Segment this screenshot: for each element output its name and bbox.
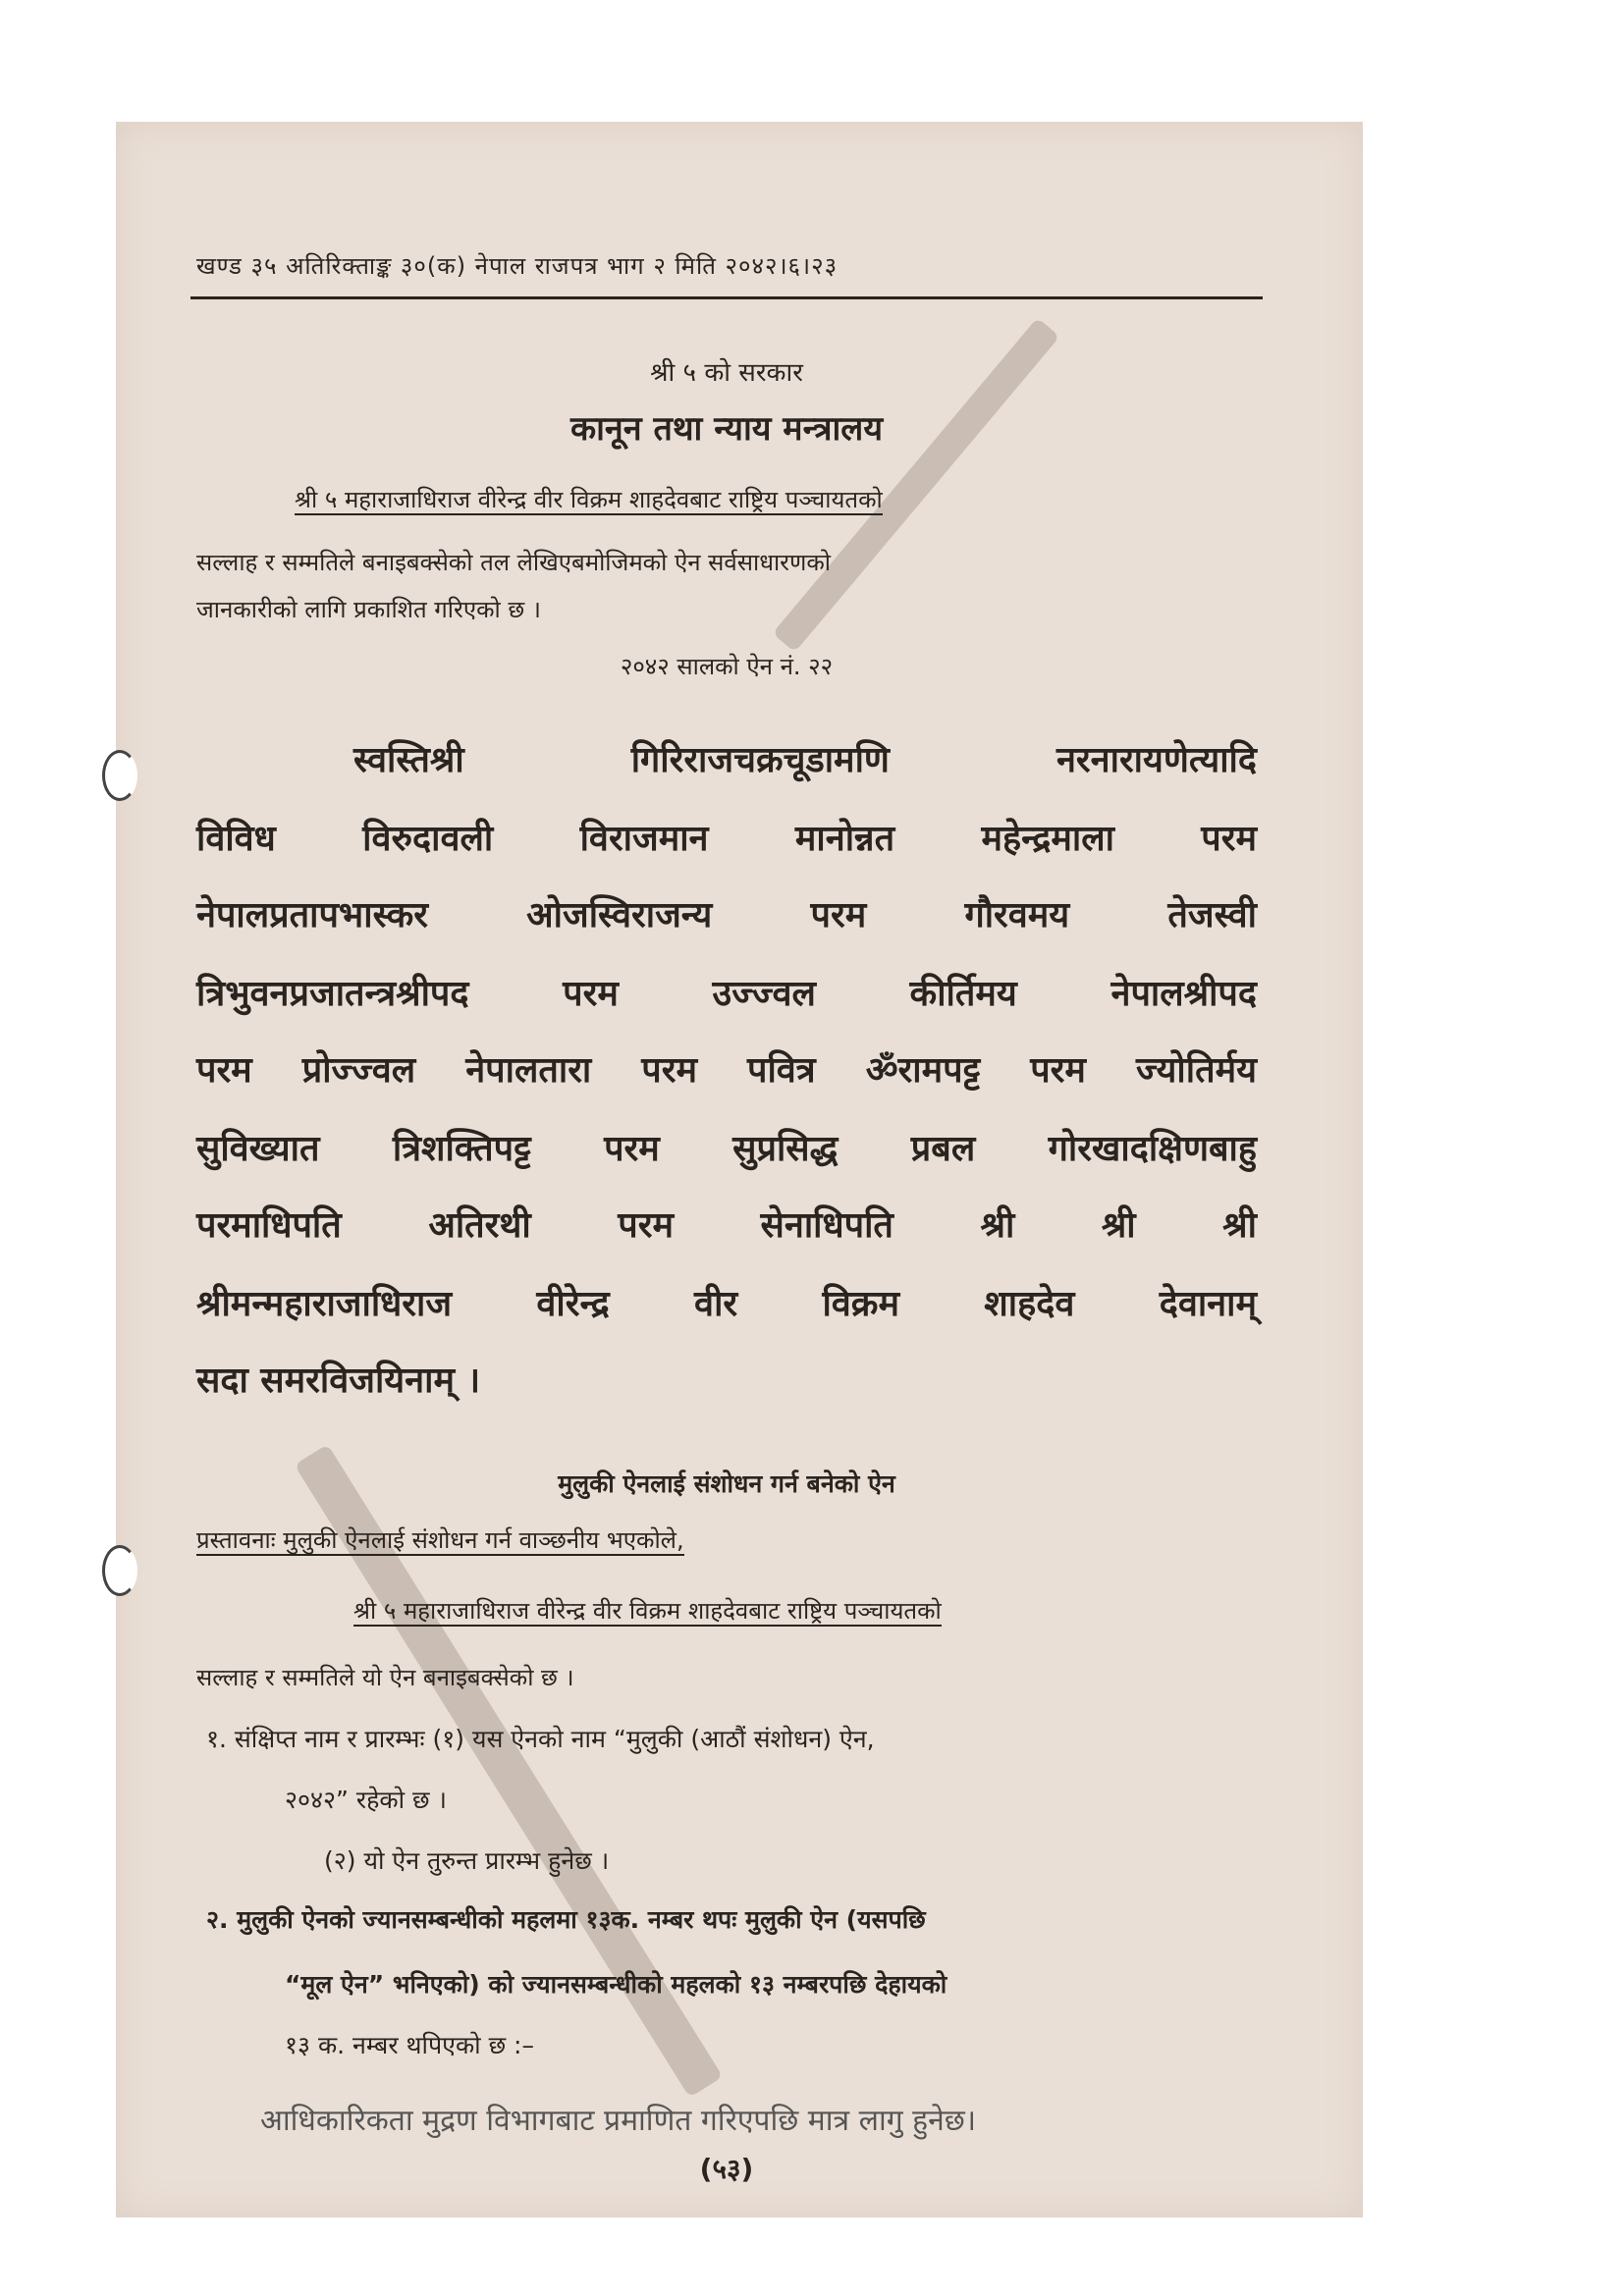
section-2-line-3: १३ क. नम्बर थपिएको छ :– (285, 2031, 534, 2059)
enact-line-1: श्री ५ महाराजाधिराज वीरेन्द्र वीर विक्रम शाहदेवबाट राष्ट्रिय पञ्चायतको (353, 1597, 942, 1625)
act-number: २०४२ सालको ऐन नं. २२ (620, 653, 834, 680)
royal-title-line-4: त्रिभुवनप्रजातन्त्रश्रीपद परम उज्ज्वल कीर्तिमय नेपालश्रीपद (196, 974, 1257, 1014)
section-1-line-1: १. संक्षिप्त नाम र प्रारम्भः (१) यस ऐनको नाम “मुलुकी (आठौं संशोधन) ऐन, (206, 1725, 875, 1753)
gazette-header: खण्ड ३५ अतिरिक्ताङ्क ३०(क) नेपाल राजपत्र भाग २ मिति २०४२।६।२३ (196, 252, 839, 280)
authenticity-footer-note: आधिकारिकता मुद्रण विभागबाट प्रमाणित गरिएपछि मात्र लागु हुनेछ। (260, 2104, 977, 2138)
page-number: (५३) (699, 2153, 754, 2185)
royal-title-line-7: परमाधिपति अतिरथी परम सेनाधिपति श्री श्री श्री (196, 1205, 1257, 1246)
section-1-subsection-2: (२) यो ऐन तुरुन्त प्रारम्भ हुनेछ । (324, 1846, 610, 1875)
gazette-page (116, 122, 1363, 2217)
enact-line-2: सल्लाह र सम्मतिले यो ऐन बनाइबक्सेको छ । (196, 1664, 574, 1691)
royal-title-line-3: नेपालप्रतापभास्कर ओजस्विराजन्य परम गौरवमय तेजस्वी (196, 895, 1257, 935)
royal-title-line-9: सदा समरविजयिनाम् । (196, 1361, 481, 1401)
section-1-line-2: २०४२” रहेको छ । (285, 1786, 447, 1814)
intro-line-3: जानकारीको लागि प्रकाशित गरिएको छ । (196, 596, 541, 623)
intro-line-2: सल्लाह र सम्मतिले बनाइबक्सेको तल लेखिएबमोजिमको ऐन सर्वसाधारणको (196, 549, 831, 576)
royal-title-line-2: विविध विरुदावली विराजमान मानोन्नत महेन्द्रमाला परम (196, 819, 1257, 859)
intro-line-1: श्री ५ महाराजाधिराज वीरेन्द्र वीर विक्रम शाहदेवबाट राष्ट्रिय पञ्चायतको (295, 486, 883, 513)
royal-title-line-8: श्रीमन्महाराजाधिराज वीरेन्द्र वीर विक्रम शाहदेव देवानाम् (196, 1284, 1257, 1324)
royal-title-line-6: सुविख्यात त्रिशक्तिपट्ट परम सुप्रसिद्ध प्रबल गोरखादक्षिणबाहु (196, 1129, 1257, 1169)
punch-hole-bottom (102, 1545, 137, 1596)
royal-title-line-5: परम प्रोज्ज्वल नेपालतारा परम पवित्र ॐरामपट्ट परम ज्योतिर्मय (196, 1050, 1257, 1091)
ministry-heading: कानून तथा न्याय मन्त्रालय (569, 409, 884, 449)
section-2-line-2: “मूल ऐन” भनिएको) को ज्यानसम्बन्धीको महलको १३ नम्बरपछि देहायको (285, 1970, 947, 1999)
header-rule (190, 296, 1263, 299)
punch-hole-top (102, 750, 137, 801)
act-heading: मुलुकी ऐनलाई संशोधन गर्न बनेको ऐन (558, 1469, 895, 1498)
section-2-line-1: २. मुलुकी ऐनको ज्यानसम्बन्धीको महलमा १३क. नम्बर थपः मुलुकी ऐन (यसपछि (206, 1905, 926, 1934)
royal-title-line-1: स्वस्तिश्री गिरिराजचक्रचूडामणि नरनारायणेत्यादि (353, 740, 1257, 780)
government-heading: श्री ५ को सरकार (650, 358, 803, 388)
preamble: प्रस्तावनाः मुलुकी ऐनलाई संशोधन गर्न वाञ्छनीय भएकोले, (196, 1526, 684, 1554)
